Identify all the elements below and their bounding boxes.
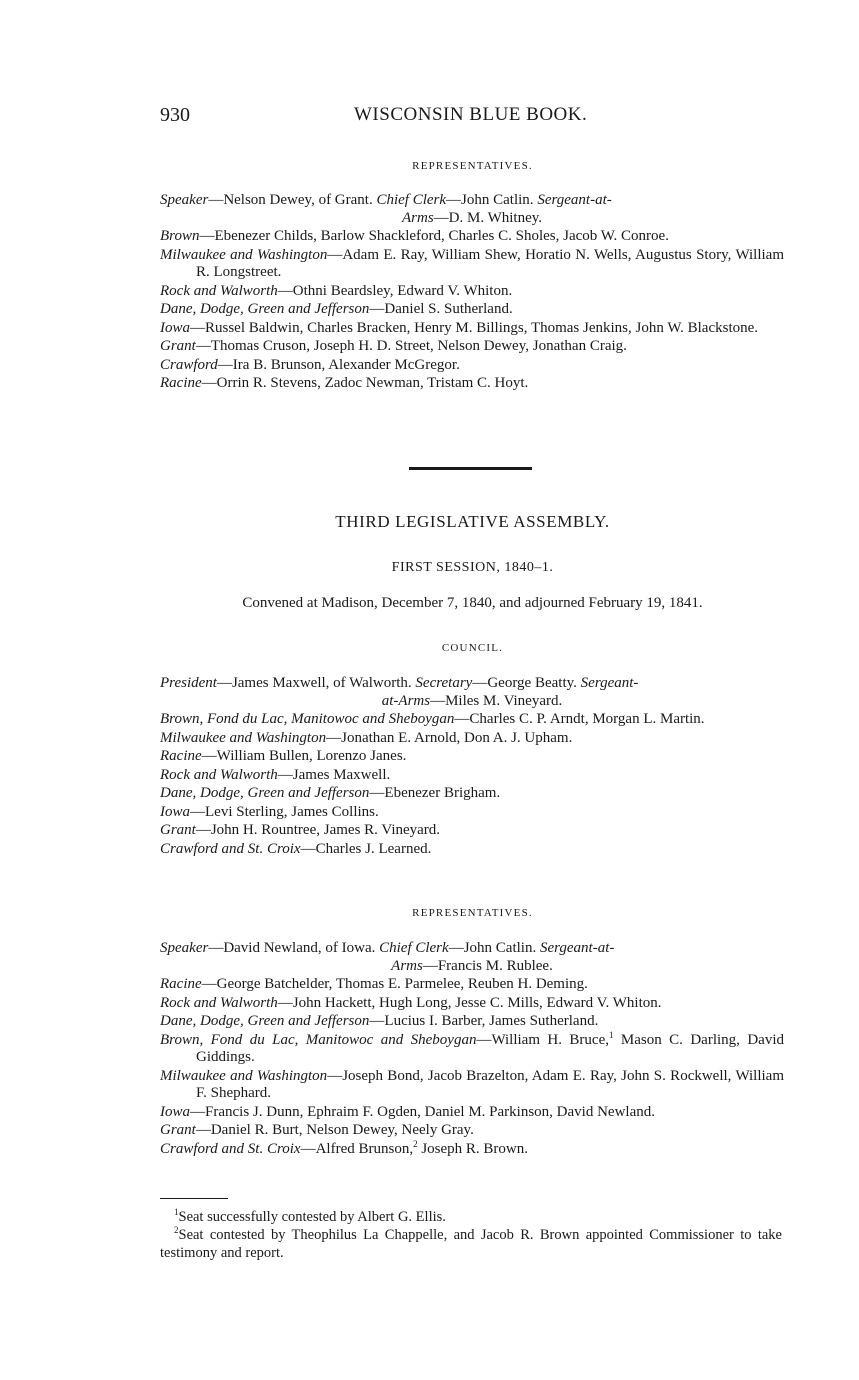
officers-entry: [160, 675, 784, 710]
district-label: Iowa: [160, 803, 190, 820]
district-entry: [160, 822, 784, 840]
district-label: Grant: [160, 338, 196, 354]
officer-name: —Francis M. Rublee.: [422, 957, 553, 974]
officer-label: Sergeant-at-: [539, 940, 615, 956]
footnote-text: Seat contested by Theophilus La Chappelle, and Jacob R. Brown appointed Commissioner to take testimony and report.: [160, 1227, 782, 1261]
district-members: —James Maxwell.: [277, 766, 391, 783]
district-entry: [160, 730, 784, 748]
section-heading-representatives-2: REPRESENTATIVES.: [412, 907, 533, 919]
officer-label: Speaker: [160, 192, 209, 208]
district-members: —Joseph Bond, Jacob Brazelton, Adam E. Ray, John S. Rockwell, William F. Shephard.: [196, 1067, 784, 1101]
footnote: [160, 1226, 782, 1262]
district-entry: [160, 748, 784, 766]
footnote-rule: [160, 1198, 228, 1199]
district-label: Dane, Dodge, Green and Jefferson: [160, 785, 370, 801]
district-label: Iowa: [160, 1103, 190, 1120]
district-members: —Francis J. Dunn, Ephraim F. Ogden, Daniel M. Parkinson, David Newland.: [190, 1103, 655, 1120]
district-label: Racine: [160, 976, 202, 992]
district-entry: [160, 995, 784, 1013]
district-members: —Russel Baldwin, Charles Bracken, Henry M. Billings, Thomas Jenkins, John W. Blackstone.: [190, 319, 759, 336]
district-members: —Daniel R. Burt, Nelson Dewey, Neely Gray.: [195, 1122, 474, 1138]
district-members: —George Batchelder, Thomas E. Parmelee, Reuben H. Deming.: [201, 976, 588, 992]
district-entry: [160, 1104, 784, 1122]
district-entry: [160, 767, 784, 785]
district-label: Brown: [160, 228, 200, 244]
district-label: Crawford and St. Croix: [160, 840, 301, 857]
district-label: Dane, Dodge, Green and Jefferson: [160, 1013, 370, 1029]
footnote-marker: 2: [174, 1225, 179, 1236]
district-entry: [160, 228, 784, 246]
district-entry: [160, 841, 784, 859]
council-list: [160, 675, 784, 859]
district-members: —Alfred Brunson,: [300, 1140, 414, 1157]
district-entry: [160, 1138, 784, 1159]
footnotes: [160, 1208, 782, 1262]
officer-label: Chief Clerk: [376, 192, 447, 208]
district-entries: [160, 228, 784, 393]
officer-label: Arms: [391, 957, 423, 974]
officer-name: —D. M. Whitney.: [433, 209, 542, 226]
district-members: Mason C. Darling, David Giddings.: [196, 1031, 784, 1065]
district-entry: [160, 247, 784, 282]
officer-name: —Nelson Dewey, of Grant.: [208, 192, 373, 208]
district-entry: [160, 711, 784, 729]
assembly-title: THIRD LEGISLATIVE ASSEMBLY.: [335, 512, 610, 531]
district-label: Grant: [160, 1122, 196, 1138]
district-members: —Ira B. Brunson, Alexander McGregor.: [217, 356, 460, 373]
district-members: —Lucius I. Barber, James Sutherland.: [369, 1013, 599, 1029]
district-label: Dane, Dodge, Green and Jefferson: [160, 301, 370, 317]
district-label: Grant: [160, 822, 196, 838]
district-members: Joseph R. Brown.: [417, 1140, 528, 1157]
district-entries: [160, 711, 784, 858]
district-entry: [160, 976, 784, 994]
district-entry: [160, 338, 784, 356]
district-label: Milwaukee and Washington: [160, 729, 327, 746]
district-label: Rock and Walworth: [160, 994, 278, 1011]
representatives-list-2: [160, 940, 784, 1159]
district-entry: [160, 301, 784, 319]
footnote-marker: 2: [413, 1138, 418, 1149]
officer-label: Secretary: [415, 675, 473, 691]
officers-entry: [160, 192, 784, 227]
section-divider: [409, 467, 532, 470]
district-label: Rock and Walworth: [160, 766, 278, 783]
district-members: —John H. Rountree, James R. Vineyard.: [195, 822, 441, 838]
officers-entry: [160, 940, 784, 975]
district-members: —John Hackett, Hugh Long, Jesse C. Mills, Edward V. Whiton.: [277, 994, 662, 1011]
district-entry: [160, 804, 784, 822]
convened-line: Convened at Madison, December 7, 1840, and adjourned February 19, 1841.: [242, 595, 703, 611]
officer-name: —John Catlin.: [448, 940, 537, 956]
footnote-marker: 1: [174, 1207, 179, 1218]
district-members: —William Bullen, Lorenzo Janes.: [201, 748, 407, 764]
officer-label: Speaker: [160, 940, 209, 956]
district-entry: [160, 357, 784, 375]
running-title: WISCONSIN BLUE BOOK.: [354, 104, 588, 125]
officer-name: —George Beatty.: [472, 675, 577, 691]
officer-name: —James Maxwell, of Walworth.: [216, 675, 412, 691]
district-members: —Levi Sterling, James Collins.: [190, 803, 379, 820]
district-label: Brown, Fond du Lac, Manitowoc and Sheboygan: [160, 1031, 477, 1048]
representatives-list-1: [160, 192, 784, 394]
district-entries: [160, 976, 784, 1158]
officer-label: Arms: [402, 209, 434, 226]
footnote-text: Seat successfully contested by Albert G. Ellis.: [178, 1209, 446, 1225]
officer-name: —David Newland, of Iowa.: [208, 940, 376, 956]
district-entry: [160, 785, 784, 803]
district-members: —Ebenezer Brigham.: [369, 785, 501, 801]
district-label: Rock and Walworth: [160, 282, 278, 299]
district-members: —Ebenezer Childs, Barlow Shackleford, Charles C. Sholes, Jacob W. Conroe.: [199, 228, 669, 244]
section-heading-council: COUNCIL.: [441, 642, 504, 654]
officer-name: —Miles M. Vineyard.: [430, 692, 563, 709]
officer-label: Sergeant-at-: [537, 192, 612, 208]
district-entry: [160, 1122, 784, 1140]
page-header: [160, 104, 785, 130]
district-entry: [160, 283, 784, 301]
district-members: —Charles C. P. Arndt, Morgan L. Martin.: [454, 711, 705, 727]
district-label: Crawford and St. Croix: [160, 1140, 301, 1157]
district-members: —Thomas Cruson, Joseph H. D. Street, Nelson Dewey, Jonathan Craig.: [195, 338, 627, 354]
district-label: Racine: [160, 748, 202, 764]
officer-label: Sergeant-: [580, 675, 639, 691]
footnote: [160, 1208, 782, 1226]
district-entry: [160, 1029, 784, 1067]
district-label: Milwaukee and Washington: [160, 246, 328, 263]
session-title: FIRST SESSION, 1840–1.: [391, 560, 554, 575]
section-heading-representatives-1: REPRESENTATIVES.: [412, 160, 533, 172]
officer-label: at-Arms: [381, 692, 431, 709]
district-members: —Daniel S. Sutherland.: [369, 301, 513, 317]
district-label: Brown, Fond du Lac, Manitowoc and Sheboygan: [160, 711, 455, 727]
district-entry: [160, 320, 784, 338]
district-label: Racine: [160, 375, 202, 391]
district-members: —Orrin R. Stevens, Zadoc Newman, Tristam C. Hoyt.: [201, 375, 529, 391]
officer-label: President: [160, 675, 217, 691]
district-members: —Othni Beardsley, Edward V. Whiton.: [277, 282, 513, 299]
officer-label: Chief Clerk: [379, 940, 449, 956]
district-label: Iowa: [160, 319, 190, 336]
district-members: —William H. Bruce,: [476, 1031, 609, 1048]
district-entry: [160, 375, 784, 393]
district-label: Crawford: [160, 356, 218, 373]
district-entry: [160, 1068, 784, 1103]
district-members: —Jonathan E. Arnold, Don A. J. Upham.: [326, 729, 573, 746]
district-entry: [160, 1013, 784, 1031]
officer-name: —John Catlin.: [446, 192, 534, 208]
district-label: Milwaukee and Washington: [160, 1067, 328, 1084]
district-members: —Adam E. Ray, William Shew, Horatio N. Wells, Augustus Story, William R. Longstreet.: [196, 246, 784, 280]
page-number: 930: [160, 104, 190, 126]
district-members: —Charles J. Learned.: [300, 840, 432, 857]
footnote-marker: 1: [609, 1029, 614, 1040]
